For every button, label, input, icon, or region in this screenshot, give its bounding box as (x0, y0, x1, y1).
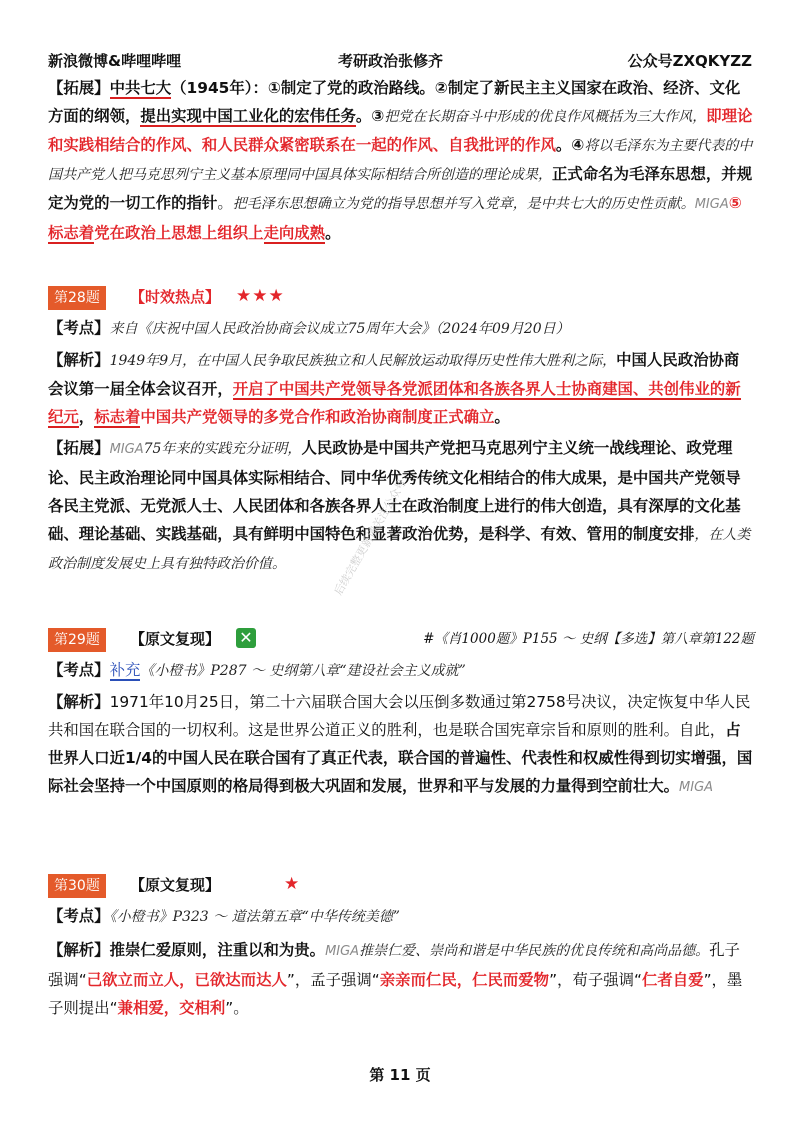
intro-mature: 走向成熟 (263, 224, 326, 242)
miga-mark: MIGA (109, 442, 144, 457)
analysis-end: 。 (494, 408, 510, 426)
intro-end: 。 (325, 224, 341, 242)
analysis-lead: 推崇仁爱原则，注重以和为贵。 (109, 941, 326, 959)
analysis-marks: 标志着 (94, 408, 141, 426)
question-30-analysis (48, 936, 754, 1022)
question-type-label: 【原文复现】 (130, 876, 221, 894)
header-center: 考研政治张修齐 (338, 52, 444, 70)
question-type-label: 【原文复现】 (130, 630, 221, 648)
intro-marks: 标志着 (48, 224, 95, 242)
supplement-label: 补充 (109, 661, 141, 679)
expansion-tag: 【拓展】 (48, 439, 110, 457)
miga-mark: MIGA (325, 944, 360, 959)
expansion-lead: 75年来的实践充分证明， (143, 441, 302, 457)
kaodian-tag: 【考点】 (48, 907, 110, 925)
analysis-tag: 【解析】 (48, 693, 110, 711)
confucius-lead: 孔子强调“ (48, 941, 740, 989)
mencius-quote: 亲亲而仁民，仁民而爱物 (379, 971, 550, 989)
question-28-kaodian (48, 314, 754, 343)
intro-sep2: 。④ (555, 136, 585, 154)
analysis-end: 。 (663, 777, 680, 795)
question-number-badge: 第29题 (48, 628, 106, 652)
analysis-tag: 【解析】 (48, 941, 110, 959)
kaodian-tag: 【考点】 (48, 319, 110, 337)
xunzi-quote: 仁者自爱 (641, 971, 704, 989)
analysis-sep2: ， (78, 408, 95, 426)
intro-year: （1945年）： (171, 79, 268, 97)
expansion-tag: 【拓展】 (48, 79, 110, 97)
question-type (130, 286, 220, 308)
confucius-quote: 己欲立而立人，已欲达而达人 (86, 971, 287, 989)
intro-num5: ⑤ (728, 194, 742, 212)
intro-topic: 中共七大 (109, 79, 172, 97)
intro-industrialization: 提出实现中国工业化的宏伟任务 (140, 107, 356, 125)
kaodian-tag: 【考点】 (48, 661, 110, 679)
question-30-header (48, 874, 754, 900)
intro-sep: 。③ (355, 107, 385, 125)
mozi-lead: ”，墨子则提出“ (48, 971, 743, 1017)
star-rating: ★★★ (236, 286, 285, 306)
intro-contribution: 把毛泽东思想确立为党的指导思想并写入党章，是中共七大的历史性贡献。 (232, 196, 695, 212)
kaodian-text: 来自《庆祝中国人民政治协商会议成立75周年大会》（2024年09月20日） (109, 321, 570, 337)
analysis-text-1: 推崇仁爱、崇尚和谐是中华民族的优良传统和高尚品德。 (359, 943, 710, 959)
question-reference: #《肖1000题》P155 ～ 史纲【多选】第八章第122题 (423, 631, 754, 647)
miga-mark: MIGA (694, 197, 729, 212)
question-30-kaodian (48, 902, 754, 931)
mozi-quote: 兼相爱，交相利 (117, 999, 226, 1017)
question-28-expansion (48, 434, 754, 578)
question-number-badge: 第28题 (48, 286, 106, 310)
xunzi-lead: ”，荀子强调“ (549, 971, 642, 989)
intro-party: 党在政治上思想上组织上 (94, 224, 264, 242)
cross-icon: ✕ (236, 628, 256, 648)
intro-three-styles-lead: 把党在长期奋斗中形成的优良作风概括为三大作风， (384, 109, 707, 125)
analysis-end: ”。 (225, 999, 249, 1017)
kaodian-text: 《小橙书》P287 ～ 史纲第八章“建设社会主义成就” (140, 663, 466, 679)
question-28-header (48, 286, 754, 312)
question-29-kaodian (48, 656, 754, 685)
intro-mao-lead: 将以毛泽东为主要代表的中国共产党人把马克思列宁主义基本原理同中国具体实际相结合所创造的理论成果， (48, 138, 753, 183)
kaodian-text: 《小橙书》P323 ～ 道法第五章“中华传统美德” (109, 909, 400, 925)
intro-point-1-2: ①制定了党的政治路线。②制定了新民主主义国家在政治、经济、文化方面的纲领， (48, 79, 741, 125)
analysis-tag: 【解析】 (48, 351, 110, 369)
intro-period: 。 (217, 194, 233, 212)
question-28-analysis (48, 346, 754, 431)
miga-mark: MIGA (679, 780, 714, 795)
header-left: 新浪微博&哔哩哔哩 (48, 52, 182, 70)
analysis-text-2: 占世界人口近1/4的中国人民在联合国有了真正代表，联合国的普遍性、代表性和权威性得到切实增强，国际社会坚持一个中国原则的格局得到极大巩固和发展，世界和平与发展的力量得到空前壮大 (48, 721, 753, 795)
question-29-header (48, 628, 754, 654)
expansion-tail: ，在人类政治制度发展史上具有独特政治价值。 (48, 527, 751, 572)
analysis-highlight-2: 中国共产党领导的多党合作和政治协商制度正式确立 (140, 408, 495, 426)
page-number: 第 11 页 (369, 1066, 431, 1084)
analysis-sep: ， (217, 380, 233, 398)
intro-expansion (48, 74, 754, 247)
expansion-body: 人民政协是中国共产党把马克思列宁主义统一战线理论、政党理论、民主政治理论同中国具体实际相结合、同中华优秀传统文化相结合的伟大成果，是中国共产党领导各民主党派、无党派人士、人民团体和各族各界人士在政治制度上进行的伟大创造，具有深厚的文化基础、理论基础、实践基础，具有鲜明中国特色和显著政治优势，是科学、有效、管用的制度安排 (48, 439, 741, 543)
question-number-badge: 第30题 (48, 874, 106, 898)
intro-three-styles: 即理论和实践相结合的作风、和人民群众紧密联系在一起的作风、自我批评的作风 (48, 107, 753, 154)
analysis-highlight-1: 开启了中国共产党领导各党派团体和各族各界人士协商建国、共创伟业的新纪元 (48, 380, 741, 426)
analysis-text-2: 中国人民政治协商会议第一届全体会议召开 (48, 351, 740, 398)
star-rating: ★ (284, 874, 301, 894)
header-right: 公众号ZXQKYZZ (627, 52, 752, 70)
intro-mao-named: 正式命名为毛泽东思想，并规定为党的一切工作的指针 (48, 165, 753, 212)
analysis-text-1: 1949年9月，在中国人民争取民族独立和人民解放运动取得历史性伟大胜利之际， (109, 353, 617, 369)
mencius-lead: ”，孟子强调“ (286, 971, 380, 989)
question-type-label: 【时效热点】 (130, 288, 221, 306)
question-29-analysis (48, 688, 754, 802)
analysis-text-1: 1971年10月25日，第二十六届联合国大会以压倒多数通过第2758号决议，决定恢复中华人民共和国在联合国的一切权利。这是世界公道正义的胜利，也是联合国宪章宗旨和原则的胜利。自此， (48, 693, 751, 739)
page-header (48, 50, 752, 74)
watermark: 后续完整更新请关注公众号 (331, 476, 409, 598)
